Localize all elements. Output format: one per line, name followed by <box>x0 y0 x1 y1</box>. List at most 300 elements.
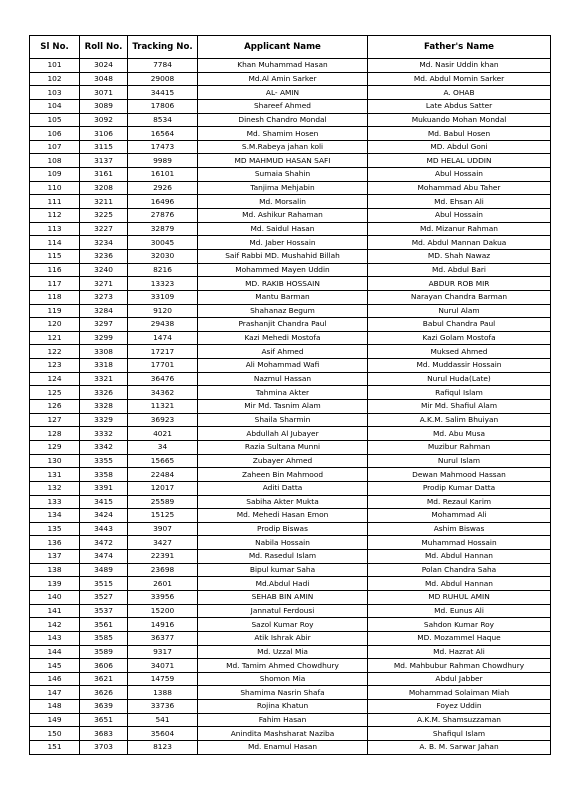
tracking-no-cell: 1388 <box>128 686 198 700</box>
table-row <box>30 509 551 523</box>
table-row <box>30 659 551 673</box>
tracking-no-cell: 27876 <box>128 209 198 223</box>
fathers-name-cell: Md. Babul Hosen <box>368 127 551 141</box>
applicant-name-cell: Md. Saidul Hasan <box>198 222 368 236</box>
sl-no-cell: 129 <box>30 440 80 454</box>
tracking-no-cell: 2601 <box>128 577 198 591</box>
fathers-name-cell: Md. Muddassir Hossain <box>368 359 551 373</box>
fathers-name-cell: A.K.M. Salim Bhuiyan <box>368 413 551 427</box>
table-row <box>30 536 551 550</box>
sl-no-cell: 105 <box>30 113 80 127</box>
roll-no-cell: 3328 <box>80 400 128 414</box>
applicant-name-cell: Md. Morsalin <box>198 195 368 209</box>
roll-no-cell: 3299 <box>80 331 128 345</box>
tracking-no-cell: 3427 <box>128 536 198 550</box>
tracking-no-cell: 13323 <box>128 277 198 291</box>
applicant-name-cell: Mohammed Mayen Uddin <box>198 263 368 277</box>
applicant-name-cell: Md. Tamim Ahmed Chowdhury <box>198 659 368 673</box>
roll-no-cell: 3236 <box>80 249 128 263</box>
applicant-name-cell: Prodip Biswas <box>198 522 368 536</box>
table-row <box>30 454 551 468</box>
table-row <box>30 590 551 604</box>
roll-no-cell: 3048 <box>80 72 128 86</box>
table-row <box>30 140 551 154</box>
table-row <box>30 359 551 373</box>
roll-no-cell: 3472 <box>80 536 128 550</box>
fathers-name-cell: Narayan Chandra Barman <box>368 290 551 304</box>
table-row <box>30 209 551 223</box>
tracking-no-cell: 36923 <box>128 413 198 427</box>
tracking-no-cell: 9120 <box>128 304 198 318</box>
roll-no-cell: 3537 <box>80 604 128 618</box>
sl-no-cell: 137 <box>30 550 80 564</box>
fathers-name-cell: Md. Mahbubur Rahman Chowdhury <box>368 659 551 673</box>
fathers-name-cell: Mohammad Abu Taher <box>368 181 551 195</box>
sl-no-cell: 102 <box>30 72 80 86</box>
tracking-no-cell: 33109 <box>128 290 198 304</box>
sl-no-cell: 139 <box>30 577 80 591</box>
applicant-name-cell: Asif Ahmed <box>198 345 368 359</box>
applicant-name-cell: Jannatul Ferdousi <box>198 604 368 618</box>
tracking-no-cell: 16496 <box>128 195 198 209</box>
table-row <box>30 604 551 618</box>
fathers-name-cell: Abul Hossain <box>368 209 551 223</box>
fathers-name-cell: Kazi Golam Mostofa <box>368 331 551 345</box>
fathers-name-cell: Abul Hossain <box>368 168 551 182</box>
applicant-name-cell: Razia Sultana Munni <box>198 440 368 454</box>
roll-no-cell: 3342 <box>80 440 128 454</box>
tracking-no-cell: 12017 <box>128 481 198 495</box>
tracking-no-cell: 15200 <box>128 604 198 618</box>
sl-no-cell: 135 <box>30 522 80 536</box>
roll-no-cell: 3621 <box>80 672 128 686</box>
applicant-name-cell: S.M.Rabeya jahan koli <box>198 140 368 154</box>
applicant-name-cell: Ali Mohammad Wafi <box>198 359 368 373</box>
roll-no-cell: 3329 <box>80 413 128 427</box>
applicant-name-cell: Sazol Kumar Roy <box>198 618 368 632</box>
roll-no-cell: 3137 <box>80 154 128 168</box>
roll-no-cell: 3089 <box>80 99 128 113</box>
roll-no-cell: 3321 <box>80 372 128 386</box>
sl-no-cell: 126 <box>30 400 80 414</box>
table-row <box>30 113 551 127</box>
roll-no-cell: 3391 <box>80 481 128 495</box>
fathers-name-cell: Nurul Islam <box>368 454 551 468</box>
sl-no-cell: 107 <box>30 140 80 154</box>
table-row <box>30 236 551 250</box>
table-row <box>30 386 551 400</box>
fathers-name-cell: Abdul Jabber <box>368 672 551 686</box>
fathers-name-cell: Muzibur Rahman <box>368 440 551 454</box>
table-row <box>30 304 551 318</box>
roll-no-cell: 3092 <box>80 113 128 127</box>
tracking-no-cell: 33956 <box>128 590 198 604</box>
sl-no-cell: 136 <box>30 536 80 550</box>
fathers-name-cell: Md. Abu Musa <box>368 427 551 441</box>
fathers-name-cell: Polan Chandra Saha <box>368 563 551 577</box>
table-row <box>30 645 551 659</box>
table-row <box>30 318 551 332</box>
applicant-name-cell: Shahanaz Begum <box>198 304 368 318</box>
fathers-name-cell: Foyez Uddin <box>368 700 551 714</box>
table-row <box>30 86 551 100</box>
table-row <box>30 263 551 277</box>
tracking-no-cell: 34071 <box>128 659 198 673</box>
tracking-no-cell: 17806 <box>128 99 198 113</box>
table-row <box>30 372 551 386</box>
tracking-no-cell: 34415 <box>128 86 198 100</box>
applicant-name-cell: SEHAB BIN AMIN <box>198 590 368 604</box>
fathers-name-cell: Ashim Biswas <box>368 522 551 536</box>
sl-no-cell: 113 <box>30 222 80 236</box>
tracking-no-cell: 8534 <box>128 113 198 127</box>
table-row <box>30 700 551 714</box>
fathers-name-cell: Muhammad Hossain <box>368 536 551 550</box>
fathers-name-cell: Late Abdus Satter <box>368 99 551 113</box>
sl-no-cell: 132 <box>30 481 80 495</box>
tracking-no-cell: 33736 <box>128 700 198 714</box>
sl-no-cell: 141 <box>30 604 80 618</box>
sl-no-cell: 127 <box>30 413 80 427</box>
tracking-no-cell: 3907 <box>128 522 198 536</box>
roll-no-cell: 3424 <box>80 509 128 523</box>
roll-no-cell: 3106 <box>80 127 128 141</box>
applicant-name-cell: Sumaia Shahin <box>198 168 368 182</box>
roll-no-cell: 3606 <box>80 659 128 673</box>
table-row <box>30 181 551 195</box>
header-roll-no: Roll No. <box>80 36 128 59</box>
table-row <box>30 413 551 427</box>
table-row <box>30 686 551 700</box>
table-row <box>30 168 551 182</box>
sl-no-cell: 117 <box>30 277 80 291</box>
fathers-name-cell: Mohammad Ali <box>368 509 551 523</box>
applicant-name-cell: Kazi Mehedi Mostofa <box>198 331 368 345</box>
fathers-name-cell: Md. Rezaul Karim <box>368 495 551 509</box>
roll-no-cell: 3443 <box>80 522 128 536</box>
applicant-name-cell: Mir Md. Tasnim Alam <box>198 400 368 414</box>
roll-no-cell: 3234 <box>80 236 128 250</box>
table-row <box>30 99 551 113</box>
roll-no-cell: 3271 <box>80 277 128 291</box>
roll-no-cell: 3115 <box>80 140 128 154</box>
tracking-no-cell: 35604 <box>128 727 198 741</box>
table-row <box>30 345 551 359</box>
sl-no-cell: 101 <box>30 59 80 73</box>
table-row <box>30 727 551 741</box>
tracking-no-cell: 17701 <box>128 359 198 373</box>
roll-no-cell: 3161 <box>80 168 128 182</box>
sl-no-cell: 108 <box>30 154 80 168</box>
roll-no-cell: 3355 <box>80 454 128 468</box>
fathers-name-cell: Muksed Ahmed <box>368 345 551 359</box>
fathers-name-cell: MD HELAL UDDIN <box>368 154 551 168</box>
tracking-no-cell: 25589 <box>128 495 198 509</box>
tracking-no-cell: 15125 <box>128 509 198 523</box>
sl-no-cell: 103 <box>30 86 80 100</box>
fathers-name-cell: A. OHAB <box>368 86 551 100</box>
roll-no-cell: 3589 <box>80 645 128 659</box>
roll-no-cell: 3515 <box>80 577 128 591</box>
table-row <box>30 249 551 263</box>
tracking-no-cell: 17473 <box>128 140 198 154</box>
table-row <box>30 277 551 291</box>
sl-no-cell: 112 <box>30 209 80 223</box>
applicant-name-cell: Dinesh Chandro Mondal <box>198 113 368 127</box>
roll-no-cell: 3225 <box>80 209 128 223</box>
fathers-name-cell: MD RUHUL AMIN <box>368 590 551 604</box>
table-row <box>30 195 551 209</box>
tracking-no-cell: 32030 <box>128 249 198 263</box>
sl-no-cell: 143 <box>30 631 80 645</box>
fathers-name-cell: Md. Hazrat Ali <box>368 645 551 659</box>
sl-no-cell: 144 <box>30 645 80 659</box>
tracking-no-cell: 8216 <box>128 263 198 277</box>
applicant-name-cell: Tahmina Akter <box>198 386 368 400</box>
tracking-no-cell: 9317 <box>128 645 198 659</box>
sl-no-cell: 134 <box>30 509 80 523</box>
applicant-name-cell: Md.Al Amin Sarker <box>198 72 368 86</box>
table-row <box>30 618 551 632</box>
roll-no-cell: 3651 <box>80 713 128 727</box>
tracking-no-cell: 16564 <box>128 127 198 141</box>
roll-no-cell: 3474 <box>80 550 128 564</box>
roll-no-cell: 3585 <box>80 631 128 645</box>
table-row <box>30 522 551 536</box>
applicant-name-cell: Khan Muhammad Hasan <box>198 59 368 73</box>
applicant-name-cell: MD MAHMUD HASAN SAFI <box>198 154 368 168</box>
sl-no-cell: 128 <box>30 427 80 441</box>
applicant-name-cell: Md.Abdul Hadi <box>198 577 368 591</box>
tracking-no-cell: 15665 <box>128 454 198 468</box>
tracking-no-cell: 17217 <box>128 345 198 359</box>
sl-no-cell: 142 <box>30 618 80 632</box>
table-row <box>30 127 551 141</box>
fathers-name-cell: Mohammad Solaiman Miah <box>368 686 551 700</box>
tracking-no-cell: 7784 <box>128 59 198 73</box>
roll-no-cell: 3308 <box>80 345 128 359</box>
tracking-no-cell: 14916 <box>128 618 198 632</box>
table-row <box>30 72 551 86</box>
applicant-name-cell: Md. Jaber Hossain <box>198 236 368 250</box>
fathers-name-cell: Rafiqul Islam <box>368 386 551 400</box>
fathers-name-cell: Md. Ehsan Ali <box>368 195 551 209</box>
tracking-no-cell: 1474 <box>128 331 198 345</box>
tracking-no-cell: 8123 <box>128 741 198 755</box>
fathers-name-cell: Md. Abdul Hannan <box>368 577 551 591</box>
sl-no-cell: 109 <box>30 168 80 182</box>
fathers-name-cell: Dewan Mahmood Hassan <box>368 468 551 482</box>
sl-no-cell: 150 <box>30 727 80 741</box>
applicant-name-cell: Md. Ashikur Rahaman <box>198 209 368 223</box>
roll-no-cell: 3273 <box>80 290 128 304</box>
sl-no-cell: 119 <box>30 304 80 318</box>
roll-no-cell: 3561 <box>80 618 128 632</box>
tracking-no-cell: 9989 <box>128 154 198 168</box>
header-sl-no: Sl No. <box>30 36 80 59</box>
fathers-name-cell: Sahdon Kumar Roy <box>368 618 551 632</box>
tracking-no-cell: 36476 <box>128 372 198 386</box>
table-row <box>30 495 551 509</box>
table-row <box>30 331 551 345</box>
tracking-no-cell: 2926 <box>128 181 198 195</box>
sl-no-cell: 138 <box>30 563 80 577</box>
table-row <box>30 290 551 304</box>
tracking-no-cell: 14759 <box>128 672 198 686</box>
tracking-no-cell: 32879 <box>128 222 198 236</box>
applicant-name-cell: Md. Shamim Hosen <box>198 127 368 141</box>
tracking-no-cell: 4021 <box>128 427 198 441</box>
tracking-no-cell: 23698 <box>128 563 198 577</box>
sl-no-cell: 140 <box>30 590 80 604</box>
applicant-name-cell: MD. RAKIB HOSSAIN <box>198 277 368 291</box>
fathers-name-cell: Prodip Kumar Datta <box>368 481 551 495</box>
applicant-name-cell: Md. Mehedi Hasan Emon <box>198 509 368 523</box>
tracking-no-cell: 34362 <box>128 386 198 400</box>
sl-no-cell: 133 <box>30 495 80 509</box>
sl-no-cell: 124 <box>30 372 80 386</box>
sl-no-cell: 125 <box>30 386 80 400</box>
fathers-name-cell: Md. Abdul Bari <box>368 263 551 277</box>
applicant-name-cell: Md. Rasedul Islam <box>198 550 368 564</box>
sl-no-cell: 120 <box>30 318 80 332</box>
sl-no-cell: 149 <box>30 713 80 727</box>
roll-no-cell: 3626 <box>80 686 128 700</box>
table-body <box>30 59 551 755</box>
sl-no-cell: 111 <box>30 195 80 209</box>
applicant-name-cell: Anindita Mashsharat Naziba <box>198 727 368 741</box>
table-row <box>30 481 551 495</box>
applicant-name-cell: Atik Ishrak Abir <box>198 631 368 645</box>
fathers-name-cell: A. B. M. Sarwar Jahan <box>368 741 551 755</box>
tracking-no-cell: 541 <box>128 713 198 727</box>
applicant-name-cell: Saif Rabbi MD. Mushahid Billah <box>198 249 368 263</box>
applicant-name-cell: Shareef Ahmed <box>198 99 368 113</box>
roll-no-cell: 3703 <box>80 741 128 755</box>
roll-no-cell: 3683 <box>80 727 128 741</box>
sl-no-cell: 146 <box>30 672 80 686</box>
roll-no-cell: 3208 <box>80 181 128 195</box>
applicant-name-cell: Tanjima Mehjabin <box>198 181 368 195</box>
tracking-no-cell: 29438 <box>128 318 198 332</box>
tracking-no-cell: 22391 <box>128 550 198 564</box>
applicant-name-cell: Bipul kumar Saha <box>198 563 368 577</box>
sl-no-cell: 110 <box>30 181 80 195</box>
sl-no-cell: 114 <box>30 236 80 250</box>
fathers-name-cell: Md. Nasir Uddin khan <box>368 59 551 73</box>
applicant-table <box>29 35 551 755</box>
sl-no-cell: 104 <box>30 99 80 113</box>
fathers-name-cell: Nurul Alam <box>368 304 551 318</box>
sl-no-cell: 116 <box>30 263 80 277</box>
roll-no-cell: 3318 <box>80 359 128 373</box>
sl-no-cell: 148 <box>30 700 80 714</box>
fathers-name-cell: Shafiqul Islam <box>368 727 551 741</box>
fathers-name-cell: Babul Chandra Paul <box>368 318 551 332</box>
roll-no-cell: 3326 <box>80 386 128 400</box>
table-row <box>30 713 551 727</box>
roll-no-cell: 3489 <box>80 563 128 577</box>
sl-no-cell: 145 <box>30 659 80 673</box>
fathers-name-cell: MD. Mozammel Haque <box>368 631 551 645</box>
table-row <box>30 222 551 236</box>
table-row <box>30 427 551 441</box>
table-row <box>30 631 551 645</box>
sl-no-cell: 121 <box>30 331 80 345</box>
tracking-no-cell: 11321 <box>128 400 198 414</box>
sl-no-cell: 123 <box>30 359 80 373</box>
table-row <box>30 550 551 564</box>
table-row <box>30 440 551 454</box>
applicant-list-sheet <box>29 35 551 755</box>
tracking-no-cell: 16101 <box>128 168 198 182</box>
table-row <box>30 672 551 686</box>
table-row <box>30 154 551 168</box>
roll-no-cell: 3358 <box>80 468 128 482</box>
table-row <box>30 577 551 591</box>
sl-no-cell: 151 <box>30 741 80 755</box>
header-fathers-name: Father's Name <box>368 36 551 59</box>
applicant-name-cell: Mantu Barman <box>198 290 368 304</box>
fathers-name-cell: Md. Abdul Hannan <box>368 550 551 564</box>
table-row <box>30 563 551 577</box>
fathers-name-cell: Nurul Huda(Late) <box>368 372 551 386</box>
applicant-name-cell: AL- AMIN <box>198 86 368 100</box>
fathers-name-cell: Md. Abdul Momin Sarker <box>368 72 551 86</box>
roll-no-cell: 3240 <box>80 263 128 277</box>
sl-no-cell: 118 <box>30 290 80 304</box>
table-row <box>30 400 551 414</box>
roll-no-cell: 3297 <box>80 318 128 332</box>
roll-no-cell: 3639 <box>80 700 128 714</box>
fathers-name-cell: MD. Shah Nawaz <box>368 249 551 263</box>
sl-no-cell: 147 <box>30 686 80 700</box>
applicant-name-cell: Abdullah Al Jubayer <box>198 427 368 441</box>
fathers-name-cell: Md. Eunus Ali <box>368 604 551 618</box>
roll-no-cell: 3527 <box>80 590 128 604</box>
header-tracking-no: Tracking No. <box>128 36 198 59</box>
fathers-name-cell: Mir Md. Shafiul Alam <box>368 400 551 414</box>
applicant-name-cell: Sabiha Akter Mukta <box>198 495 368 509</box>
fathers-name-cell: Md. Abdul Mannan Dakua <box>368 236 551 250</box>
fathers-name-cell: A.K.M. Shamsuzzaman <box>368 713 551 727</box>
fathers-name-cell: Md. Mizanur Rahman <box>368 222 551 236</box>
applicant-name-cell: Rojina Khatun <box>198 700 368 714</box>
fathers-name-cell: MD. Abdul Goni <box>368 140 551 154</box>
roll-no-cell: 3227 <box>80 222 128 236</box>
applicant-name-cell: Fahim Hasan <box>198 713 368 727</box>
tracking-no-cell: 34 <box>128 440 198 454</box>
table-row <box>30 468 551 482</box>
sl-no-cell: 131 <box>30 468 80 482</box>
roll-no-cell: 3415 <box>80 495 128 509</box>
sl-no-cell: 130 <box>30 454 80 468</box>
roll-no-cell: 3211 <box>80 195 128 209</box>
sl-no-cell: 106 <box>30 127 80 141</box>
applicant-name-cell: Nazmul Hassan <box>198 372 368 386</box>
applicant-name-cell: Nabila Hossain <box>198 536 368 550</box>
applicant-name-cell: Md. Uzzal Mia <box>198 645 368 659</box>
applicant-name-cell: Zubayer Ahmed <box>198 454 368 468</box>
table-row <box>30 741 551 755</box>
applicant-name-cell: Md. Enamul Hasan <box>198 741 368 755</box>
tracking-no-cell: 36377 <box>128 631 198 645</box>
tracking-no-cell: 29008 <box>128 72 198 86</box>
header-applicant-name: Applicant Name <box>198 36 368 59</box>
applicant-name-cell: Prashanjit Chandra Paul <box>198 318 368 332</box>
roll-no-cell: 3024 <box>80 59 128 73</box>
applicant-name-cell: Shamima Nasrin Shafa <box>198 686 368 700</box>
